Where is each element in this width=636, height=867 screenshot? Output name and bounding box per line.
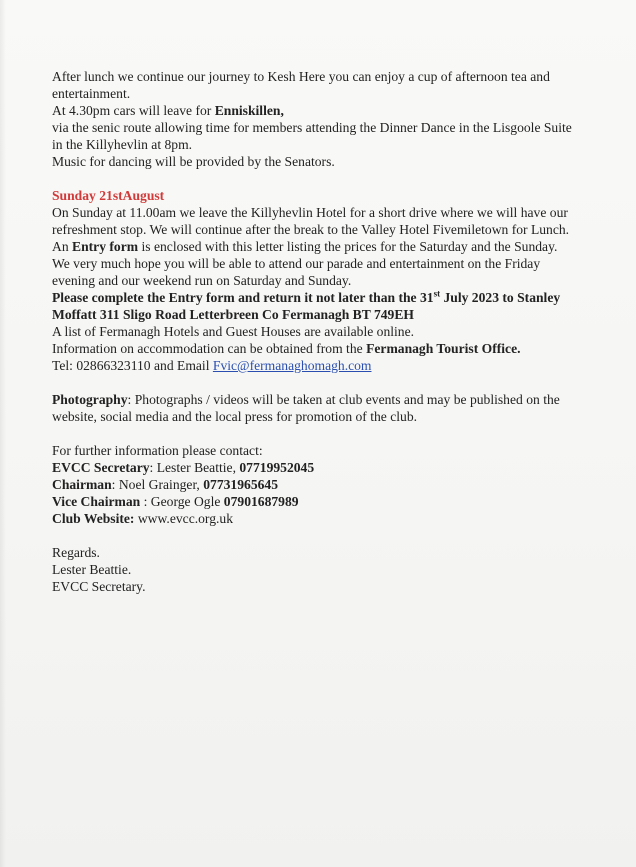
paragraph-kesh: After lunch we continue our journey to Kesh Here you can enjoy a cup of afternoon tea and entertainment. (52, 69, 550, 101)
paragraph-contact-tel (52, 357, 572, 374)
contact-website (52, 510, 572, 527)
paragraph-photography (52, 391, 572, 425)
text-span: Tel: 02866323110 and Email (52, 358, 213, 373)
superscript-st: st (433, 288, 441, 299)
text-span: Information on accommodation can be obtained from the (52, 341, 367, 356)
text-span: July 2023 to Stanley Moffatt 311 Sligo Road Letterbreen Co Fermanagh BT 749EH (52, 290, 561, 322)
text-span: : Lester Beattie, (149, 460, 240, 475)
contact-vice-chairman (52, 493, 572, 510)
closing-regards: Regards. (52, 545, 100, 560)
paragraph-return-form (52, 289, 572, 323)
website-url: www.evcc.org.uk (134, 511, 233, 526)
phone-chairman: 07731965645 (203, 477, 278, 492)
text-span: At 4.30pm cars will leave for (52, 103, 215, 118)
bold-tourist-office: Fermanagh Tourist Office. (366, 341, 521, 356)
signature-name: Lester Beattie. (52, 562, 132, 577)
email-link[interactable]: Fvic@fermanaghomagh.com (212, 358, 372, 373)
paragraph-music: Music for dancing will be provided by the Senators. (52, 154, 335, 169)
bold-photography: Photography (52, 392, 128, 407)
phone-vice-chairman: 07901687989 (223, 494, 299, 509)
left-edge-shadow (0, 0, 6, 867)
sunday-heading: Sunday 21stAugust (52, 188, 165, 203)
bold-enniskillen: Enniskillen, (214, 103, 284, 118)
signature-title: EVCC Secretary. (52, 579, 146, 594)
paragraph-accommodation (52, 340, 572, 357)
bold-entry-form: Entry form (72, 239, 139, 254)
paragraph-sunday: On Sunday at 11.00am we leave the Killyhevlin Hotel for a short drive where we will have our refreshment stop. We will continue after the break to the Valley Hotel Fivemiletown for Lunch. (52, 205, 570, 237)
paragraph-enniskillen (52, 102, 572, 119)
contact-secretary (52, 459, 572, 476)
text-span: Please complete the Entry form and return it not later than the 31 (52, 290, 434, 305)
contact-chairman (52, 476, 572, 493)
text-span: : Noel Grainger, (111, 477, 204, 492)
text-span: : Photographs / videos will be taken at club events and may be published on the website, social media and the local press for promotion of the club. (52, 392, 560, 424)
text-span: An (52, 239, 73, 254)
paragraph-hotels: A list of Fermanagh Hotels and Guest Houses are available online. (52, 324, 415, 339)
paragraph-entry-form (52, 238, 572, 289)
text-span: is enclosed with this letter listing the prices for the Saturday and the Sunday. We very much hope you will be able to attend our parade and entertainment on the Friday evening and our weekend run on Saturday and Sunday. (52, 239, 558, 288)
paragraph-scenic-route: via the senic route allowing time for members attending the Dinner Dance in the Lisgoole Suite in the Killyhevlin at 8pm. (52, 120, 572, 152)
letter-body (52, 68, 572, 595)
label-website: Club Website: (52, 511, 135, 526)
label-chairman: Chairman (52, 477, 112, 492)
text-span: : George Ogle (140, 494, 224, 509)
label-vice-chairman: Vice Chairman (52, 494, 141, 509)
contact-intro: For further information please contact: (52, 443, 263, 458)
phone-secretary: 07719952045 (239, 460, 315, 475)
label-secretary: EVCC Secretary (52, 460, 150, 475)
